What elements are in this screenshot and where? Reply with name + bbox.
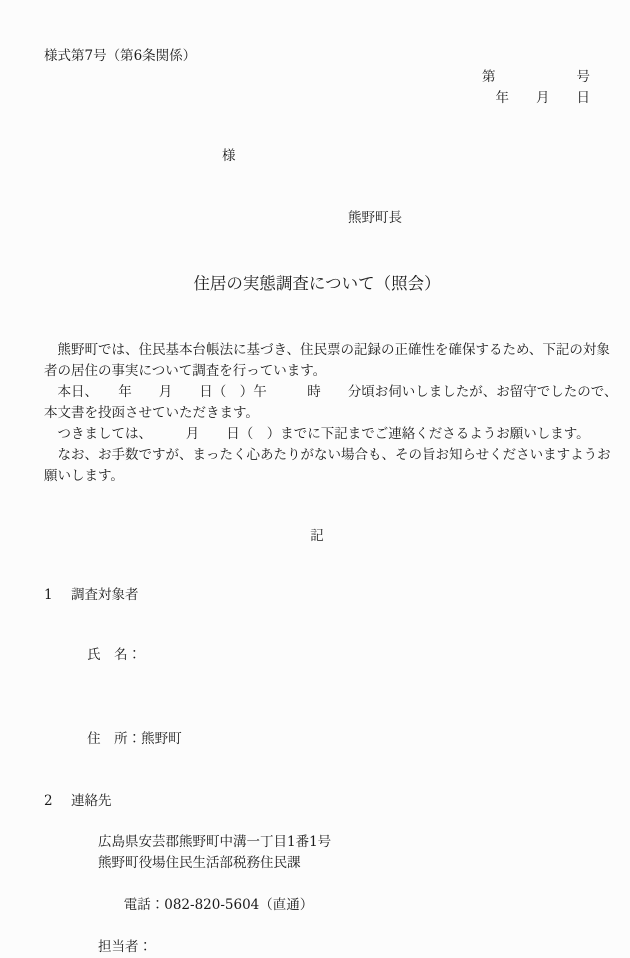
date-line: 年 月 日 [495,90,590,106]
addressee-honorific: 様 [222,148,236,164]
target-name-line [44,624,590,687]
target-address-label: 住 所： [87,731,142,747]
section-contact-number: 2 [44,793,53,809]
body-line-2: 者の居住の事実について調査を行っています。 [44,363,327,379]
contact-phone-value: 082-820-5604（直通） [164,897,314,913]
ki-heading: 記 [310,528,324,544]
contact-address-line-2: 熊野町役場住民生活部税務住民課 [98,855,301,871]
body-line-5: つきましては、 月 日（ ）までに下記までご連絡くださるようお願いします。 [44,426,590,442]
contact-block [44,832,590,958]
document-title: 住居の実態調査について（照会） [193,274,441,293]
contact-phone-label: 電話： [123,897,165,913]
contact-phone-line [98,874,590,937]
target-address-value: 熊野町 [141,731,182,747]
body-line-6: なお、お手数ですが、まったく心あたりがない場合も、その旨お知らせくださいますようお [44,447,611,463]
section-target-number: 1 [44,587,53,603]
body-line-1: 熊野町では、住民基本台帳法に基づき、住民票の記録の正確性を確保するため、下記の対象 [44,342,610,358]
body-line-4: 本文書を投函させていただきます。 [44,405,259,421]
doc-number-line: 第 号 [482,69,590,85]
body-line-3: 本日、 年 月 日（ ）午 時 分頃お伺いしましたが、お留守でしたので、 [44,384,618,400]
sender-line [44,208,590,229]
body-line-7: 願いします。 [44,468,124,484]
contact-staff-line: 担当者： [98,939,152,955]
sender-name: 熊野町長 [348,210,402,226]
form-number: 様式第7号（第6条関係） [44,48,197,64]
section-contact [44,791,590,812]
section-contact-label: 連絡先 [71,793,112,809]
contact-address-line-1: 広島県安芸郡熊野町中溝一丁目1番1号 [98,834,332,850]
target-address-line [44,708,590,771]
addressee-line [44,146,590,167]
section-target [44,585,590,606]
target-name-label: 氏 名： [87,647,142,663]
section-target-label: 調査対象者 [71,587,139,603]
body-text [44,340,618,487]
